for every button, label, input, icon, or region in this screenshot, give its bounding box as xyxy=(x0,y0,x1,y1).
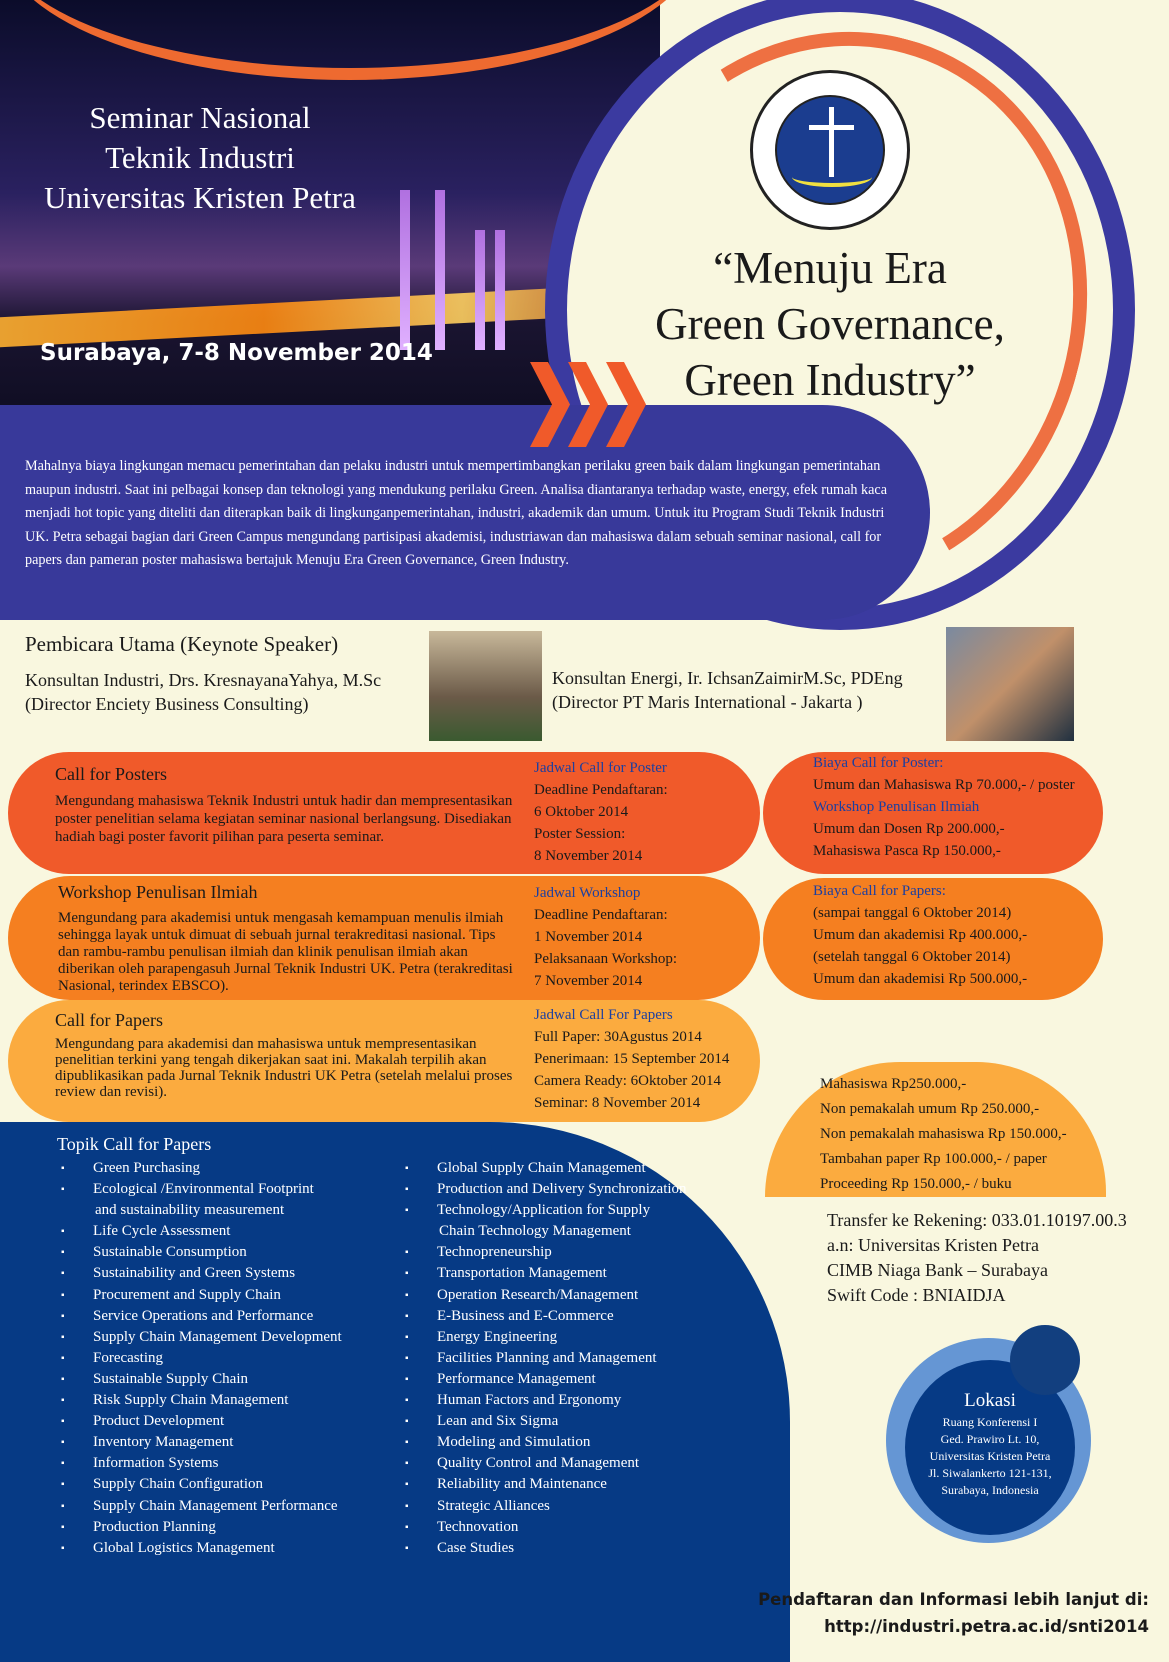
speaker-2-photo xyxy=(946,627,1074,741)
workshop-panel xyxy=(8,876,760,1000)
workshop-desc: Mengundang para akademisi untuk mengasah kemampuan menulis ilmiah sehingga layak untuk dimuat di sebuah jurnal terakreditasi nasional. Tips dan rambu-rambu penulisan ilmiah dan klinik penulisan ilmiah akan diberikan oleh parapengasuh Jurnal Teknik Industri UK. Petra (terakreditasi Nasional, terindex EBSCO). xyxy=(58,910,513,994)
topic-item: ▪ Transportation Management xyxy=(437,1263,687,1284)
speaker-1: Konsultan Industri, Drs. KresnayanaYahya, M.Sc (Director Enciety Business Consulting) xyxy=(25,670,382,714)
bridge-tower xyxy=(435,190,445,350)
topic-item: ▪ Forecasting xyxy=(93,1348,342,1369)
bridge-tower xyxy=(495,230,505,350)
topic-item: ▪ Strategic Alliances xyxy=(437,1496,687,1517)
theme-title: “Menuju Era Green Governance, Green Industry” xyxy=(655,243,1005,405)
footer xyxy=(758,1586,1149,1640)
topic-item: ▪ Technovation xyxy=(437,1517,687,1538)
university-logo xyxy=(750,70,910,230)
topic-item: ▪ Sustainability and Green Systems xyxy=(93,1263,342,1284)
topic-item: ▪ Modeling and Simulation xyxy=(437,1432,687,1453)
topic-item: Chain Technology Management xyxy=(439,1223,631,1240)
topic-item: ▪ Technopreneurship xyxy=(437,1242,687,1263)
topic-item: ▪ Quality Control and Management xyxy=(437,1453,687,1474)
workshop-schedule: Jadwal Workshop Deadline Pendaftaran: 1 November 2014 Pelaksanaan Workshop: 7 November 2014 xyxy=(534,885,678,989)
fees-papers-panel xyxy=(763,878,1103,1000)
topics-panel xyxy=(0,1122,790,1662)
footer-text: Pendaftaran dan Informasi lebih lanjut di: xyxy=(758,1590,1149,1609)
topic-item: ▪ Global Logistics Management xyxy=(93,1538,342,1559)
topic-item: ▪ Reliability and Maintenance xyxy=(437,1474,687,1495)
papers-panel xyxy=(8,1000,760,1122)
fees-other-bg xyxy=(765,1062,1105,1197)
fees-other: Mahasiswa Rp250.000,- Non pemakalah umum Rp 250.000,- Non pemakalah mahasiswa Rp 150.000,- Tambahan paper Rp 100.000,- / paper Proceeding Rp 150.000,- / buku xyxy=(820,1076,1067,1192)
papers-desc: Mengundang para akademisi dan mahasiswa untuk mempresentasikan penelitian terkini yang tengah dikerjakan saat ini. Makalah terpilih akan dipublikasikan pada Jurnal Teknik Industri UK Petra (setelah melalui proses review dan revisi). xyxy=(55,1036,513,1100)
keynote-heading: Pembicara Utama (Keynote Speaker) xyxy=(25,632,339,656)
topic-item: ▪ Sustainable Supply Chain xyxy=(93,1369,342,1390)
topic-item: ▪ Production and Delivery Synchronization xyxy=(437,1179,687,1200)
footer-url[interactable]: http://industri.petra.ac.id/snti2014 xyxy=(824,1617,1149,1636)
topic-item: ▪ Service Operations and Performance xyxy=(93,1306,342,1327)
topics-col-1 xyxy=(93,1158,342,1559)
speaker-2: Konsultan Energi, Ir. IchsanZaimirM.Sc, PDEng (Director PT Maris International - Jakarta ) xyxy=(552,668,903,712)
decor-circle xyxy=(1010,1325,1080,1395)
topic-item: ▪ Life Cycle Assessment xyxy=(93,1221,342,1242)
topic-item: ▪ Case Studies xyxy=(437,1538,687,1559)
intro-band xyxy=(0,405,930,620)
topic-item: ▪ Performance Management xyxy=(437,1369,687,1390)
papers-title: Call for Papers xyxy=(55,1010,163,1030)
bridge-tower xyxy=(400,190,410,350)
topic-item: ▪ Information Systems xyxy=(93,1453,342,1474)
topic-item: ▪ Technology/Application for Supply xyxy=(437,1200,687,1221)
fees-poster: Biaya Call for Poster: Umum dan Mahasiswa Rp 70.000,- / poster Workshop Penulisan Ilmiah Umum dan Dosen Rp 200.000,- Mahasiswa Pasca Rp 150.000,- xyxy=(813,755,1075,859)
location-address: Ruang Konferensi I Ged. Prawiro Lt. 10, Universitas Kristen Petra Jl. Siwalankerto 121-131, Surabaya, Indonesia xyxy=(928,1415,1052,1497)
topic-item: ▪ Lean and Six Sigma xyxy=(437,1411,687,1432)
topic-item: ▪ Supply Chain Configuration xyxy=(93,1474,342,1495)
topic-item: ▪ Operation Research/Management xyxy=(437,1285,687,1306)
topic-item: ▪ Supply Chain Management Performance xyxy=(93,1496,342,1517)
speaker-1-photo xyxy=(429,631,542,741)
topics-col-2 xyxy=(437,1158,687,1559)
topic-item: and sustainability measurement xyxy=(95,1202,285,1219)
topic-item: ▪ E-Business and E-Commerce xyxy=(437,1306,687,1327)
seminar-title: Seminar Nasional Teknik Industri Universitas Kristen Petra xyxy=(44,100,356,215)
posters-title: Call for Posters xyxy=(55,764,167,784)
location-title: Lokasi xyxy=(964,1390,1016,1411)
posters-desc: Mengundang mahasiswa Teknik Industri untuk hadir dan mempresentasikan poster penelitian selama kegiatan seminar nasional berlangsung. Disediakan hadiah bagi poster favorit pilihan para peserta seminar. xyxy=(55,793,513,845)
topic-item: ▪ Supply Chain Management Development xyxy=(93,1327,342,1348)
topic-item: ▪ Sustainable Consumption xyxy=(93,1242,342,1263)
topic-item: ▪ Production Planning xyxy=(93,1517,342,1538)
topics-heading: Topik Call for Papers xyxy=(57,1134,212,1154)
bridge-tower xyxy=(475,230,485,350)
topic-item: ▪ Green Purchasing xyxy=(93,1158,342,1179)
topic-item: ▪ Facilities Planning and Management xyxy=(437,1348,687,1369)
topic-item: ▪ Risk Supply Chain Management xyxy=(93,1390,342,1411)
topic-item: ▪ Energy Engineering xyxy=(437,1327,687,1348)
fees-papers: Biaya Call for Papers: (sampai tanggal 6 Oktober 2014) Umum dan akademisi Rp 400.000,- (setelah tanggal 6 Oktober 2014) Umum dan akademisi Rp 500.000,- xyxy=(813,883,1028,987)
posters-schedule: Jadwal Call for Poster Deadline Pendaftaran: 6 Oktober 2014 Poster Session: 8 November 2014 xyxy=(534,760,668,864)
topic-item: ▪ Product Development xyxy=(93,1411,342,1432)
papers-schedule: Jadwal Call For Papers Full Paper: 30Agustus 2014 Penerimaan: 15 September 2014 Camera Ready: 6Oktober 2014 Seminar: 8 November 2014 xyxy=(534,1007,730,1111)
fees-poster-panel xyxy=(763,752,1103,874)
topic-item: ▪ Procurement and Supply Chain xyxy=(93,1285,342,1306)
posters-panel xyxy=(8,752,760,874)
bank-info: Transfer ke Rekening: 033.01.10197.00.3 a.n: Universitas Kristen Petra CIMB Niaga Bank – Surabaya Swift Code : BNIAIDJA xyxy=(827,1210,1127,1305)
topic-item: ▪ Inventory Management xyxy=(93,1432,342,1453)
topic-item: ▪ Human Factors and Ergonomy xyxy=(437,1390,687,1411)
topic-item: ▪ Ecological /Environmental Footprint xyxy=(93,1179,342,1200)
topic-item: ▪ Global Supply Chain Management xyxy=(437,1158,687,1179)
intro-text: Mahalnya biaya lingkungan memacu pemerintahan dan pelaku industri untuk mempertimbangkan perilaku green baik dalam lingkungan pemerintahan maupun industri. Saat ini pelbagai konsep dan teknologi yang mendukung perilaku Green. Analisa diantaranya terhadap waste, energy, efek rumah kaca menjadi hot topic yang diteliti dan diterapkan baik di lingkunganpemerintahan, industri, akademik dan umum. Untuk itu Program Studi Teknik Industri UK. Petra sebagai bagian dari Green Campus mengundang partisipasi akademisi, industriawan dan mahasiswa dalam sebuah seminar nasional, call for papers dan pameran poster mahasiswa bertajuk Menuju Era Green Governance, Green Industry. xyxy=(25,458,888,568)
city-date: Surabaya, 7-8 November 2014 xyxy=(40,340,433,366)
workshop-title: Workshop Penulisan Ilmiah xyxy=(58,882,258,902)
